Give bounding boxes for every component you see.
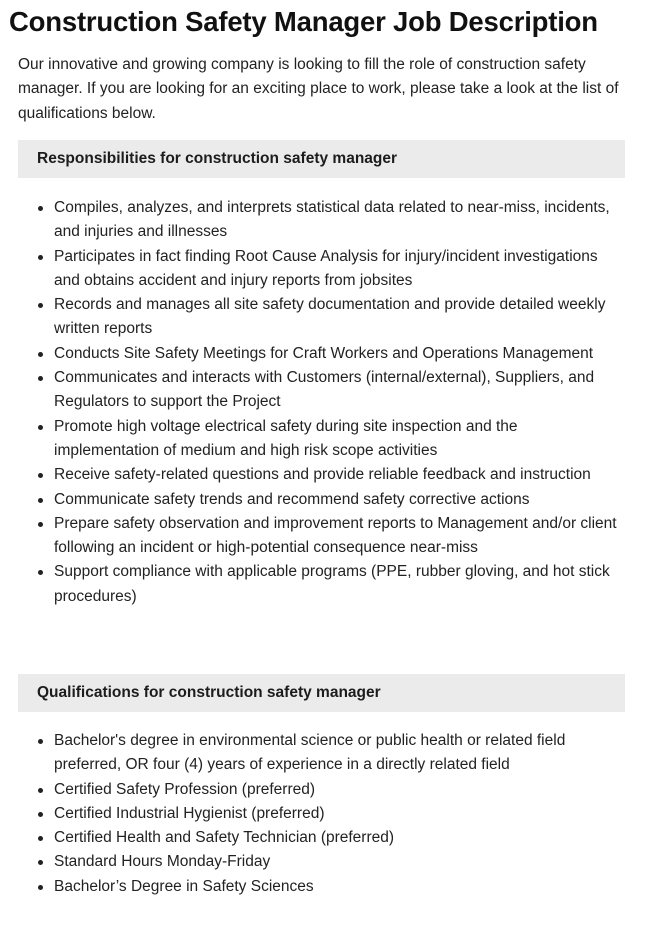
intro-paragraph: Our innovative and growing company is looking to fill the role of construction safety manager. If you are looking for an exciting place to work, please take a look at the list of qualifications below. bbox=[18, 56, 619, 122]
list-item-text: Bachelor’s Degree in Safety Sciences bbox=[54, 877, 314, 895]
list-item bbox=[36, 245, 626, 294]
bullet-icon bbox=[38, 836, 43, 841]
list-item-text: Communicates and interacts with Customers (internal/external), Suppliers, and Regulators to support the Project bbox=[54, 369, 595, 411]
list-item bbox=[36, 463, 626, 487]
list-item-text: Certified Health and Safety Technician (preferred) bbox=[54, 829, 395, 847]
list-item bbox=[36, 415, 626, 464]
list-item-text: Certified Industrial Hygienist (preferred) bbox=[54, 804, 325, 822]
list-item bbox=[36, 850, 626, 874]
bullet-icon bbox=[38, 570, 43, 575]
bullet-icon bbox=[38, 376, 43, 381]
bullet-icon bbox=[38, 860, 43, 865]
list-item bbox=[36, 196, 626, 245]
bullet-icon bbox=[38, 885, 43, 890]
list-item-text: Compiles, analyzes, and interprets statistical data related to near-miss, incidents, and injuries and illnesses bbox=[54, 199, 610, 241]
list-item bbox=[36, 826, 626, 850]
bullet-icon bbox=[38, 788, 43, 793]
list-item-text: Conducts Site Safety Meetings for Craft Workers and Operations Management bbox=[54, 344, 594, 362]
responsibilities-list bbox=[36, 196, 626, 609]
list-item-text: Participates in fact finding Root Cause Analysis for injury/incident investigations and obtains accident and injury reports from jobsites bbox=[54, 247, 598, 289]
list-item bbox=[36, 729, 626, 778]
list-item-text: Support compliance with applicable programs (PPE, rubber gloving, and hot stick procedures) bbox=[54, 563, 610, 605]
bullet-icon bbox=[38, 522, 43, 527]
bullet-icon bbox=[38, 206, 43, 211]
bullet-icon bbox=[38, 812, 43, 817]
list-item bbox=[36, 342, 626, 366]
bullet-icon bbox=[38, 739, 43, 744]
list-item-text: Promote high voltage electrical safety during site inspection and the implementation of medium and high risk scope activities bbox=[54, 417, 518, 459]
bullet-icon bbox=[38, 352, 43, 357]
list-item-text: Receive safety-related questions and provide reliable feedback and instruction bbox=[54, 466, 591, 484]
list-item bbox=[36, 560, 626, 609]
list-item-text: Bachelor's degree in environmental science or public health or related field preferred, OR four (4) years of experience in a directly related field bbox=[54, 732, 566, 774]
list-item bbox=[36, 293, 626, 342]
responsibilities-heading: Responsibilities for construction safety manager bbox=[18, 140, 625, 178]
list-item bbox=[36, 778, 626, 802]
list-item-text: Certified Safety Profession (preferred) bbox=[54, 780, 316, 798]
bullet-icon bbox=[38, 303, 43, 308]
bullet-icon bbox=[38, 425, 43, 430]
qualifications-heading: Qualifications for construction safety manager bbox=[18, 674, 625, 712]
qualifications-list bbox=[36, 729, 626, 899]
list-item bbox=[36, 488, 626, 512]
list-item bbox=[36, 512, 626, 561]
list-item bbox=[36, 366, 626, 415]
bullet-icon bbox=[38, 255, 43, 260]
list-item-text: Communicate safety trends and recommend safety corrective actions bbox=[54, 490, 530, 508]
list-item bbox=[36, 802, 626, 826]
list-item-text: Standard Hours Monday-Friday bbox=[54, 853, 271, 871]
bullet-icon bbox=[38, 473, 43, 478]
list-item bbox=[36, 875, 626, 899]
list-item-text: Prepare safety observation and improvement reports to Management and/or client following an incident or high-potential consequence near-miss bbox=[54, 514, 617, 557]
bullet-icon bbox=[38, 498, 43, 503]
page-title: Construction Safety Manager Job Description bbox=[9, 6, 598, 37]
list-item-text: Records and manages all site safety documentation and provide detailed weekly written reports bbox=[54, 296, 606, 338]
